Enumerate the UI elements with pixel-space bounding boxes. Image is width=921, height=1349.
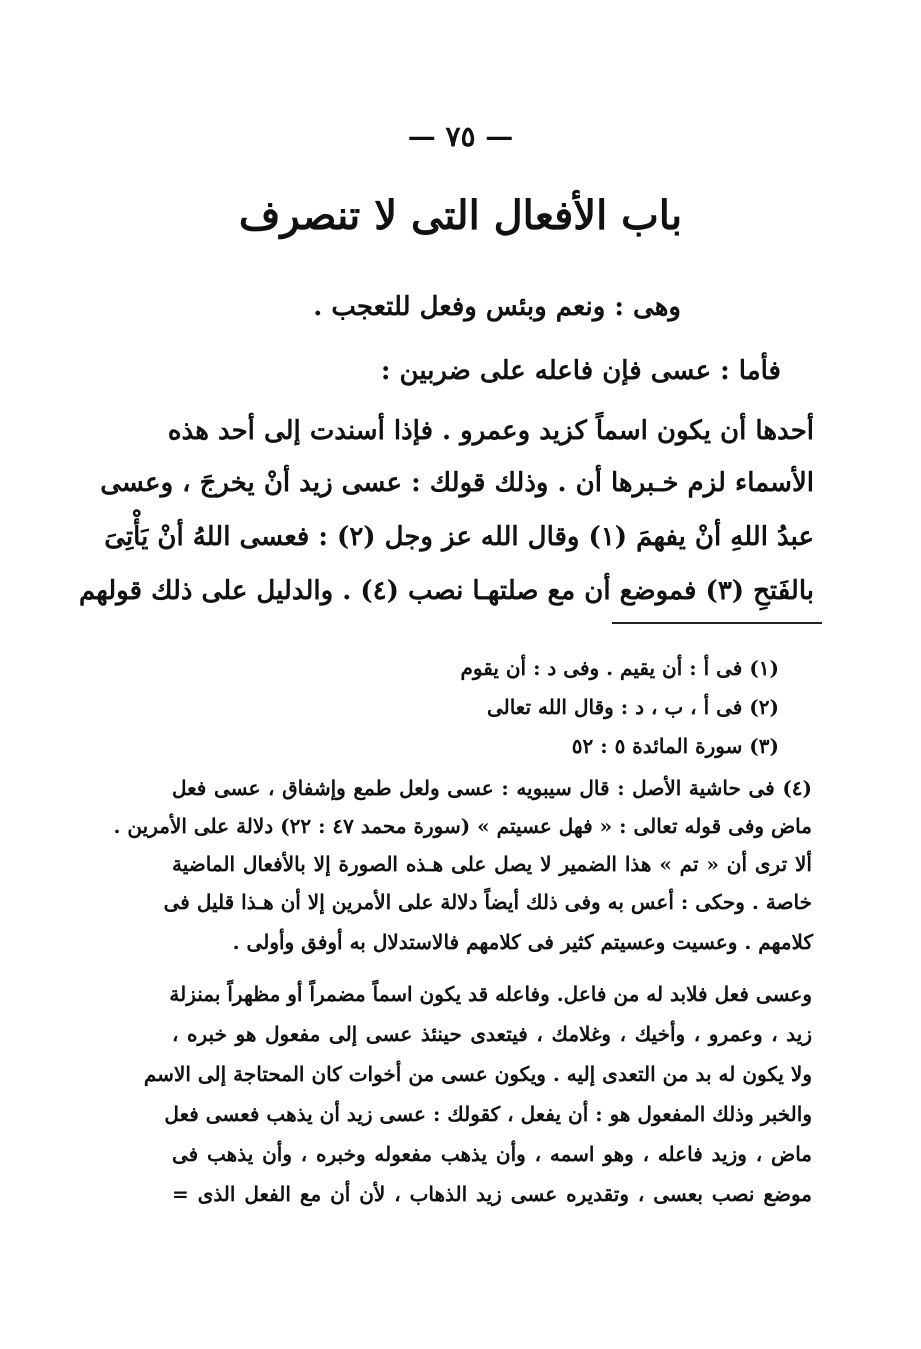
footnote-separator <box>612 622 822 624</box>
commentary-line: موضع نصب بعسى ، وتقديره عسى زيد الذهاب ، لأن أن مع الفعل الذى = <box>172 1182 812 1206</box>
footnote-line: ألا ترى أن « تم » هذا الضمير لا يصل على هـذه الصورة إلا بالأفعال الماضية <box>172 852 812 876</box>
commentary-line: ولا يكون له بد من التعدى إليه . ويكون عسى من أخوات كان المحتاجة إلى الاسم <box>143 1062 812 1086</box>
footnote-line: (٤) فى حاشية الأصل : قال سيبويه : عسى ولعل طمع وإشفاق ، عسى فعل <box>172 776 812 800</box>
main-text-line: عبدُ اللهِ أنْ يفهمَ (١) وقال الله عز وجل (٢) : فعسى اللهُ أنْ يَأْتِىَ <box>104 522 814 552</box>
main-text-line: بالفَتحِ (٣) فموضع أن مع صلتهـا نصب (٤) . والدليل على ذلك قولهم <box>78 576 814 606</box>
footnote-line: كلامهم . وعسيت وعسيتم كثير فى كلامهم فالاستدلال به أوفق وأولى . <box>232 930 813 954</box>
commentary-line: ماض ، وزيد فاعله ، وهو اسمه ، وأن يذهب مفعوله وخبره ، وأن يذهب فى <box>172 1142 812 1166</box>
main-text-line: فأما : عسى فإن فاعله على ضربين : <box>380 356 781 386</box>
footnote-line: (٢) فى أ ، ب ، د : وقال الله تعالى <box>486 695 779 719</box>
commentary-line: زيد ، وعمرو ، وأخيك ، وغلامك ، فيتعدى حينئذ عسى إلى مفعول هو خبره ، <box>172 1022 812 1046</box>
footnote-line: (٣) سورة المائدة ٥ : ٥٢ <box>571 734 779 758</box>
chapter-title: باب الأفعال التى لا تنصرف <box>238 192 683 239</box>
commentary-line: وعسى فعل فلابد له من فاعل. وفاعله قد يكون اسماً مضمراً أو مظهراً بمنزلة <box>169 982 812 1006</box>
main-text-line: الأسماء لزم خـبرها أن . وذلك قولك : عسى زيد أنْ يخرجَ ، وعسى <box>100 468 814 498</box>
commentary-line: والخبر وذلك المفعول هو : أن يفعل ، كقولك : عسى زيد أن يذهب فعسى فعل <box>164 1102 812 1126</box>
main-text-line: أحدها أن يكون اسماً كزيد وعمرو . فإذا أسندت إلى أحد هذه <box>167 416 814 446</box>
footnote-line: خاصة . وحكى : أعس به وفى ذلك أيضاً دلالة على الأمرين إلا أن هـذا قليل فى <box>163 890 812 914</box>
footnote-line: ماض وفى قوله تعالى : « فهل عسيتم » (سورة محمد ٤٧ : ٢٢) دلالة على الأمرين . <box>113 814 812 838</box>
main-text-line: وهى : ونعم وبئس وفعل للتعجب . <box>313 292 681 322</box>
page-number: — ٧٥ — <box>407 120 514 153</box>
footnote-line: (١) فى أ : أن يقيم . وفى د : أن يقوم <box>460 656 779 680</box>
